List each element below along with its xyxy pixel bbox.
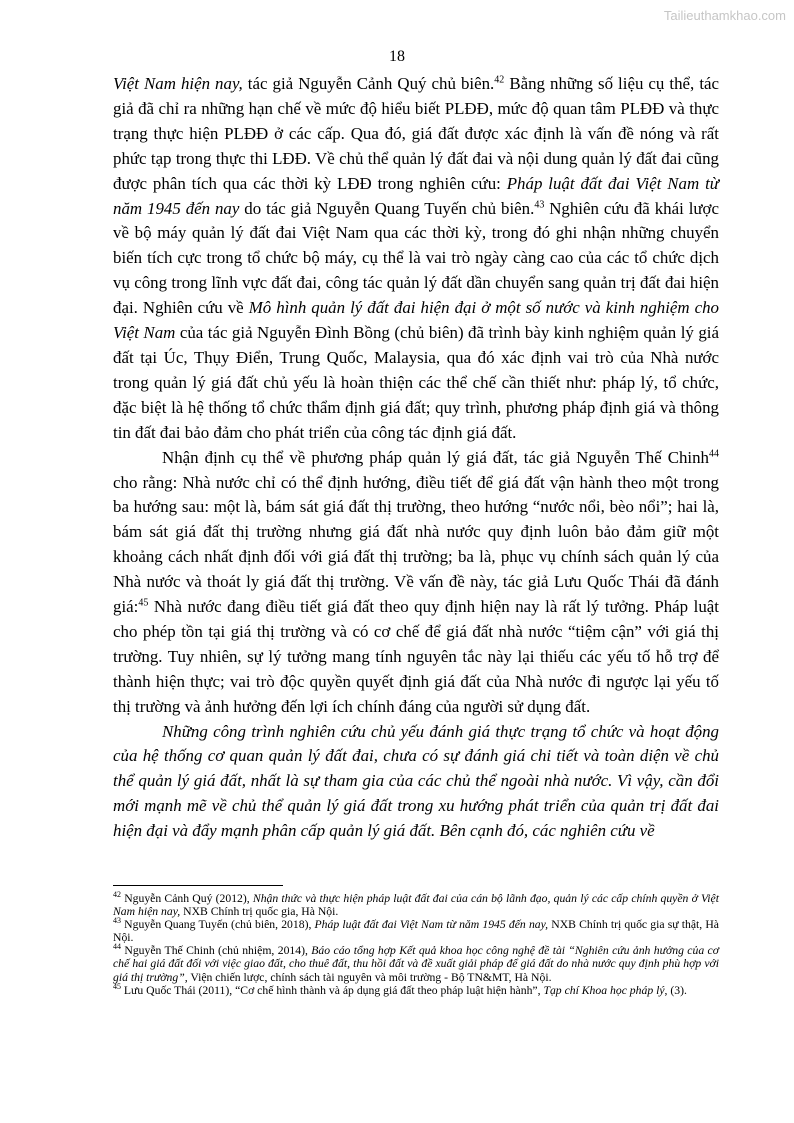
body-text bbox=[113, 72, 719, 844]
paragraph-text: do tác giả Nguyễn Quang Tuyến chủ biên. bbox=[239, 198, 535, 218]
footnote-text: Nguyễn Thế Chinh (chủ nhiệm, 2014), bbox=[121, 944, 312, 958]
footnote-ref-42[interactable]: 42 bbox=[494, 74, 505, 86]
footnote-ref-45[interactable]: 45 bbox=[138, 597, 149, 609]
footnote-number: 42 bbox=[113, 890, 121, 900]
footnotes bbox=[113, 892, 719, 997]
paragraph-text: Nhà nước đang điều tiết giá đất theo quy định hiện nay là rất lý tưởng. Pháp luật cho phép tồn tại giá thị trường và có cơ chế để giá đất nhà nước “tiệm cận” với giá thị trường. Tuy nhiên, sự lý tưởng mang tính nguyên tắc này lại thiếu các yếu tố hỗ trợ để thành hiện thực; vai trò độc quyền quyết định giá đất của Nhà nước đi ngược lại yếu tố thị trường và ảnh hưởng đến lợi ích chính đáng của người sử dụng đất. bbox=[113, 597, 719, 716]
paragraph-text: tác giả Nguyễn Cảnh Quý chủ biên. bbox=[242, 74, 495, 93]
paragraph-text: Nhận định cụ thể về phương pháp quản lý giá đất, tác giả Nguyễn Thế Chinh bbox=[162, 447, 709, 467]
footnote-text: Viện chiến lược, chính sách tài nguyên và môi trường - Bộ TN&MT, Hà Nội. bbox=[187, 970, 552, 984]
footnote-43 bbox=[113, 918, 719, 944]
page-number: 18 bbox=[389, 48, 405, 65]
footnote-title: Báo cáo tổng hợp Kết quả khoa học công nghệ đề tài “Nghiên cứu ảnh hưởng của cơ chế hai giá đất đối với việc giao đất, cho thuê đất, thu hồi đất và đề xuất giải pháp để giá đất do nhà nước quy định phù hợp với giá thị trường”, bbox=[113, 944, 719, 984]
footnote-text: NXB Chính trị quốc gia sự thật, Hà Nội. bbox=[113, 918, 719, 945]
footnote-text: Lưu Quốc Thái (2011), “Cơ chế hình thành và áp dụng giá đất theo pháp luật hiện hành”, bbox=[121, 983, 544, 997]
footnote-ref-43[interactable]: 43 bbox=[534, 198, 545, 210]
paragraph-3: Những công trình nghiên cứu chủ yếu đánh giá thực trạng tổ chức và hoạt động của hệ thống cơ quan quản lý đất đai, chưa có sự đánh giá chi tiết và toàn diện về chủ thể quản lý giá đất, nhất là sự tham gia của các chủ thể ngoài nhà nước. Vì vậy, cần đổi mới mạnh mẽ về chủ thể quản lý giá đất trong xu hướng phát triển của quản trị đất đai hiện đại và đẩy mạnh phân cấp quản lý giá đất. Bên cạnh đó, các nghiên cứu về bbox=[113, 721, 719, 841]
footnote-text: Nguyễn Quang Tuyến (chủ biên, 2018), bbox=[121, 918, 315, 932]
footnote-number: 43 bbox=[113, 916, 121, 926]
footnote-number: 45 bbox=[113, 981, 121, 991]
footnote-title: Pháp luật đất đai Việt Nam từ năm 1945 đến nay, bbox=[314, 918, 549, 932]
watermark: Tailieuthamkhao.com bbox=[663, 8, 786, 23]
paragraph-1 bbox=[113, 72, 719, 446]
footnote-text: NXB Chính trị quốc gia, Hà Nội. bbox=[180, 905, 339, 919]
footnote-ref-44[interactable]: 44 bbox=[709, 447, 719, 459]
book-title: Pháp luật đất đai Việt Nam từ năm 1945 đến nay bbox=[113, 173, 719, 218]
book-title: Mô hình quản lý đất đai hiện đại ở một số nước và kinh nghiệm cho Việt Nam bbox=[113, 298, 720, 343]
footnote-44 bbox=[113, 944, 719, 983]
paragraph-text: của tác giả Nguyễn Đình Bồng (chủ biên) đã trình bày kinh nghiệm quản lý giá đất tại Úc, Thụy Điển, Trung Quốc, Malaysia, qua đó xác định vai trò của Nhà nước trong quản lý giá đất chủ yếu là hoàn thiện các thể chế cần thiết như: pháp lý, tổ chức, đặc biệt là hệ thống tổ chức thẩm định giá đất; quy trình, phương pháp định giá và thông tin đất đai bảo đảm cho phát triển của công tác định giá đất. bbox=[113, 323, 719, 442]
footnote-divider bbox=[113, 885, 283, 886]
paragraph-text: Bằng những số liệu cụ thể, tác giả đã chỉ ra những hạn chế về mức độ hiểu biết PLĐĐ, mức độ quan tâm PLĐĐ và thực trạng thực hiện PLĐĐ ở các cấp. Qua đó, giá đất được xác định là vấn đề nóng và rất phức tạp trong thực thi LĐĐ. Về chủ thể quản lý đất đai và nội dung quản lý đất đai cũng được phân tích qua các thời kỳ LĐĐ trong nghiên cứu: bbox=[113, 74, 720, 193]
paragraph-2 bbox=[113, 446, 719, 720]
footnote-title: Nhận thức và thực hiện pháp luật đất đai của cán bộ lãnh đạo, quản lý các cấp chính quyền ở Việt Nam hiện nay, bbox=[113, 892, 719, 919]
footnote-42 bbox=[113, 892, 719, 918]
book-title: Việt Nam hiện nay, bbox=[113, 74, 243, 93]
footnote-text: Nguyễn Cảnh Quý (2012), bbox=[121, 892, 253, 905]
footnote-title: Tạp chí Khoa học pháp lý bbox=[543, 983, 665, 997]
footnote-45 bbox=[113, 981, 719, 997]
paragraph-text: cho rằng: Nhà nước chỉ có thể định hướng, điều tiết để giá đất vận hành theo một trong ba hướng sau: một là, bám sát giá đất thị trường, theo hướng “nước nổi, bèo nổi”; hai là, bám sát giá đất thị trường nhưng giá đất nhà nước quy định luôn bảo đảm giữ một khoảng cách nhất định đối với giá đất thị trường; ba là, phục vụ chính sách quản lý của Nhà nước và thoát ly giá đất thị trường. Về vấn đề này, tác giả Lưu Quốc Thái đã đánh giá: bbox=[113, 472, 719, 617]
paragraph-text: Nghiên cứu đã khái lược về bộ máy quản lý đất đai Việt Nam qua các thời kỳ, trong đó ghi nhận những chuyển biến tích cực trong tổ chức bộ máy, cụ thể là vai trò ngày càng cao của các tổ chức dịch vụ công trong lĩnh vực đất đai, công tác quản lý đất dần chuyển sang quản trị đất đai hiện đại. Nghiên cứu về bbox=[113, 198, 719, 318]
footnote-text: , (3). bbox=[664, 983, 687, 997]
footnote-number: 44 bbox=[113, 942, 121, 952]
